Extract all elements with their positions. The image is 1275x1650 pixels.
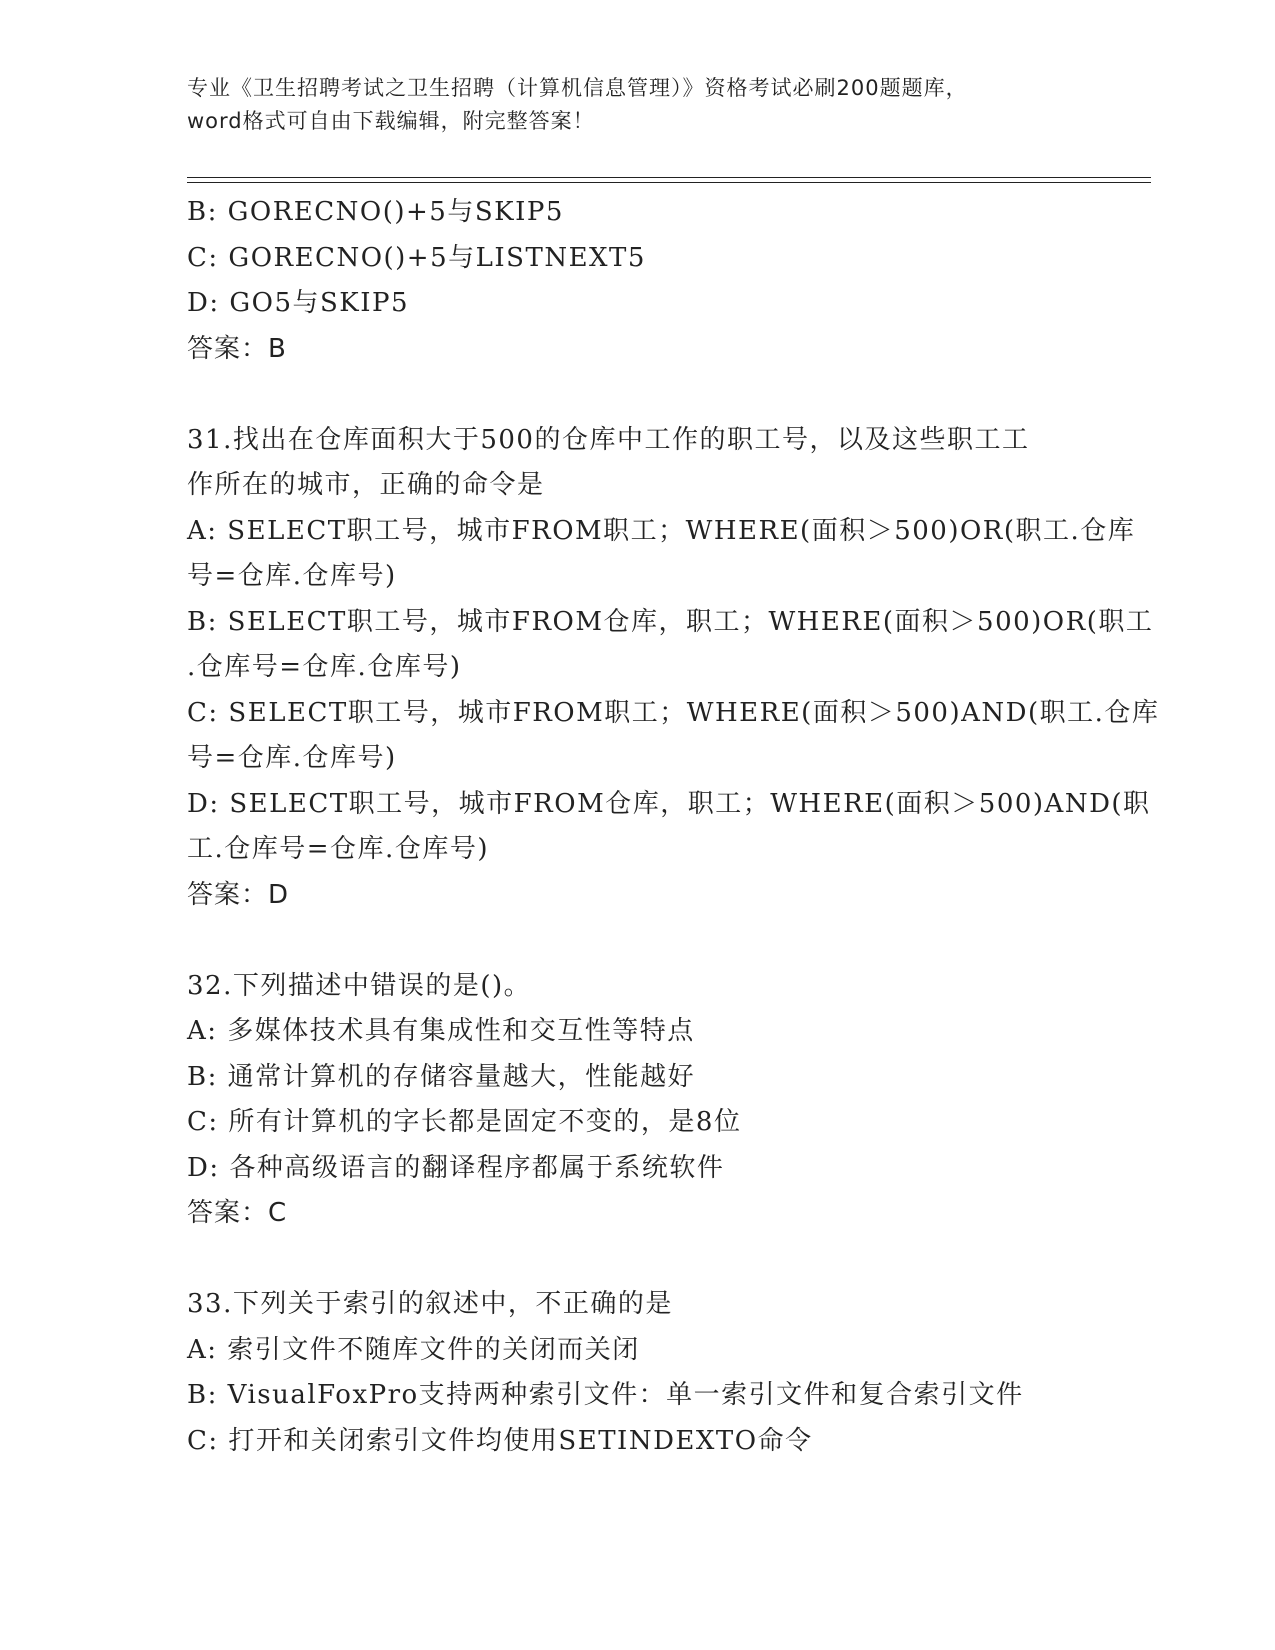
spacer (187, 918, 1087, 964)
option-b: B: GORECNO()+5与SKIP5 (187, 197, 564, 227)
header-divider-top (187, 177, 1151, 178)
header-title-line-1: 专业《卫生招聘考试之卫生招聘（计算机信息管理）》资格考试必刷200题题库， (187, 76, 968, 100)
answer-label: 答案：D (187, 879, 290, 910)
document-header (187, 72, 1087, 138)
question-stem: 32.下列描述中错误的是()。 (187, 970, 532, 1001)
option-a: A: 多媒体技术具有集成性和交互性等特点 (187, 1016, 695, 1046)
question-30-tail (187, 190, 1087, 372)
option-a: A: SELECT职工号，城市FROM职工；WHERE(面积＞500)OR(职工.仓库 (187, 515, 1136, 546)
option-d: D: SELECT职工号，城市FROM仓库，职工；WHERE(面积＞500)AND(职 (187, 788, 1151, 819)
question-stem: 33.下列关于索引的叙述中，不正确的是 (187, 1289, 673, 1319)
header-title-line-2: word格式可自由下载编辑，附完整答案！ (187, 109, 595, 133)
option-c-continued: 号=仓库.仓库号) (187, 743, 397, 773)
question-31 (187, 418, 1160, 919)
option-b: B: SELECT职工号，城市FROM仓库，职工；WHERE(面积＞500)OR(职工 (187, 606, 1154, 637)
answer-label: 答案：B (187, 333, 287, 364)
header-divider-bottom (187, 182, 1151, 183)
question-stem-continued: 作所在的城市，正确的命令是 (187, 470, 545, 500)
option-b: B: VisualFoxPro支持两种索引文件：单一索引文件和复合索引文件 (187, 1380, 1024, 1410)
option-d: D: 各种高级语言的翻译程序都属于系统软件 (187, 1152, 725, 1183)
option-d: D: GO5与SKIP5 (187, 288, 410, 318)
question-33 (187, 1282, 1087, 1464)
option-a-continued: 号=仓库.仓库号) (187, 561, 397, 591)
option-d-continued: 工.仓库号=仓库.仓库号) (187, 834, 489, 864)
question-content (187, 190, 1160, 1464)
option-c: C: GORECNO()+5与LISTNEXT5 (187, 242, 646, 273)
answer-label: 答案：C (187, 1198, 288, 1228)
option-c: C: SELECT职工号，城市FROM职工；WHERE(面积＞500)AND(职工.仓库 (187, 697, 1160, 728)
option-c: C: 所有计算机的字长都是固定不变的，是8位 (187, 1107, 742, 1137)
option-b: B: 通常计算机的存储容量越大，性能越好 (187, 1061, 696, 1092)
option-b-continued: .仓库号=仓库.仓库号) (187, 652, 462, 682)
option-a: A: 索引文件不随库文件的关闭而关闭 (187, 1334, 640, 1365)
spacer (187, 372, 1087, 418)
spacer (187, 1237, 1087, 1283)
option-c: C: 打开和关闭索引文件均使用SETINDEXTO命令 (187, 1425, 813, 1456)
question-stem: 31.找出在仓库面积大于500的仓库中工作的职工号，以及这些职工工 (187, 424, 1030, 455)
question-32 (187, 964, 1087, 1237)
